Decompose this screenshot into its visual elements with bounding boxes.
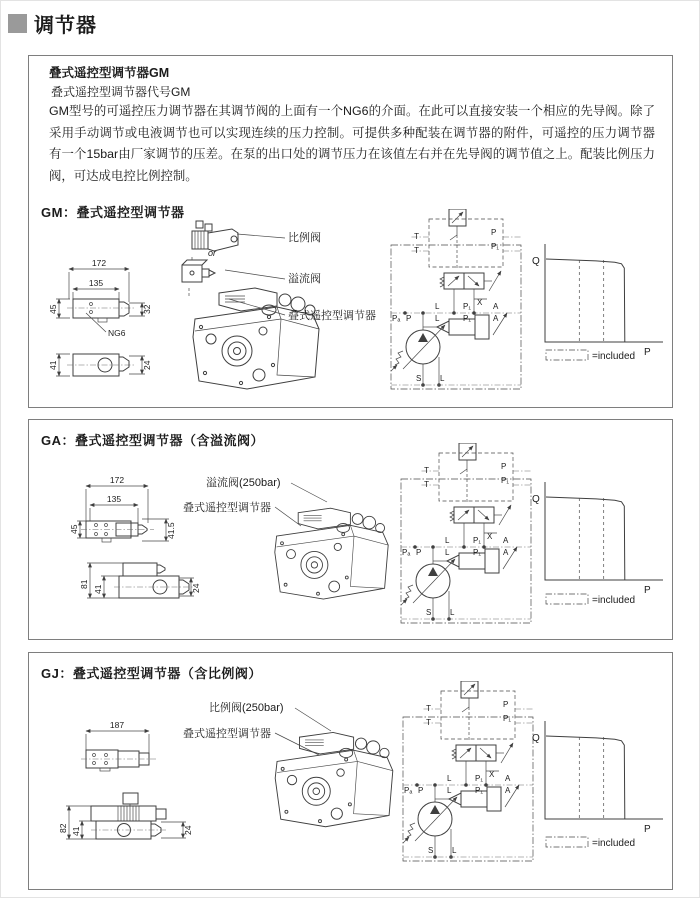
gj-dim-side-right: 24 — [183, 825, 193, 835]
gm-dimension-drawing — [48, 258, 152, 376]
section-box-gj — [28, 652, 673, 890]
section-box-gm — [28, 55, 673, 408]
ga-dim-height-front: 45 — [69, 524, 79, 534]
ga-dim-overall: 172 — [109, 475, 125, 485]
gj-dim-side: 41 — [71, 826, 81, 836]
page-title: 调节器 — [34, 15, 97, 37]
gm-callout-regulator: 叠式遥控型调节器 — [288, 310, 376, 322]
gj-pump-drawing — [275, 732, 393, 826]
gm-section-title: GM：叠式遥控型调节器 — [41, 205, 185, 220]
gm-dim-height-right: 32 — [142, 304, 152, 314]
ga-callout-regulator: 叠式遥控型调节器 — [183, 502, 271, 514]
gj-dim-side-total: 82 — [58, 823, 68, 833]
ga-dim-height-right: 41.5 — [166, 522, 176, 539]
ga-callout-relief: 溢流阀(250bar) — [206, 477, 281, 489]
gm-or-label: or — [208, 248, 217, 258]
ga-drawing-area — [29, 440, 672, 637]
gj-drawing-area — [29, 677, 672, 888]
ga-dim-side-total: 81 — [79, 579, 89, 589]
ga-section-title: GA：叠式遥控型调节器（含溢流阀） — [41, 433, 265, 448]
gm-dim-height-front: 45 — [48, 304, 58, 314]
gm-legend — [546, 350, 635, 362]
gj-dim-overall: 187 — [109, 720, 125, 730]
gm-interface-label: NG6 — [108, 328, 126, 338]
gm-callout-proportional: 比例阀 — [288, 232, 321, 244]
intro-title: 叠式遥控型调节器GM — [49, 66, 170, 80]
gj-callout-regulator: 叠式遥控型调节器 — [183, 728, 271, 740]
gm-dim-side: 41 — [48, 360, 58, 370]
ga-legend — [546, 594, 635, 606]
ga-pump-drawing — [275, 508, 388, 599]
gm-relief-valve — [182, 260, 215, 282]
gm-pq-chart — [532, 244, 663, 358]
ga-dim-side-right: 24 — [191, 583, 201, 593]
gm-pump-drawing — [193, 288, 319, 389]
page-header — [8, 9, 97, 38]
gj-section-title: GJ：叠式遥控型调节器（含比例阀） — [41, 666, 262, 681]
gj-dimension-drawing — [58, 720, 193, 839]
intro-code-line: 叠式遥控型调节器代号GM — [51, 85, 191, 99]
header-square-icon — [8, 14, 27, 33]
ga-dimension-drawing — [69, 475, 201, 598]
ga-circuit-diagram — [401, 443, 531, 623]
gm-dim-mount: 135 — [88, 278, 104, 288]
gm-callout-relief: 溢流阀 — [288, 273, 321, 285]
gm-drawing-area — [29, 204, 672, 407]
intro-body: GM型号的可遥控压力调节器在其调节阀的上面有一个NG6的介面。在此可以直接安装一个相应的先导阀。除了采用手动调节或电液调节也可以实现连续的压力控制。可提供多种配装在调节器的附件，可遥控的压力调节器有一个15bar由厂家调节的压差。在泵的出口处的调节压力在该值左右并在先导阀的调节值之上。配装比例压力阀，可达成电控比例控制。 — [49, 104, 655, 183]
gj-callout-proportional: 比例阀(250bar) — [209, 702, 284, 714]
gm-circuit-diagram — [391, 209, 521, 389]
section-box-ga — [28, 419, 673, 640]
gj-circuit-diagram — [403, 681, 533, 861]
ga-dim-side: 41 — [93, 584, 103, 594]
ga-dim-mount: 135 — [106, 494, 122, 504]
ga-pq-chart — [532, 482, 663, 596]
gj-legend — [546, 837, 635, 849]
gj-pq-chart — [532, 721, 663, 835]
gm-dim-overall: 172 — [91, 258, 107, 268]
gm-proportional-valve — [192, 221, 238, 251]
gm-dim-side-right: 24 — [142, 360, 152, 370]
